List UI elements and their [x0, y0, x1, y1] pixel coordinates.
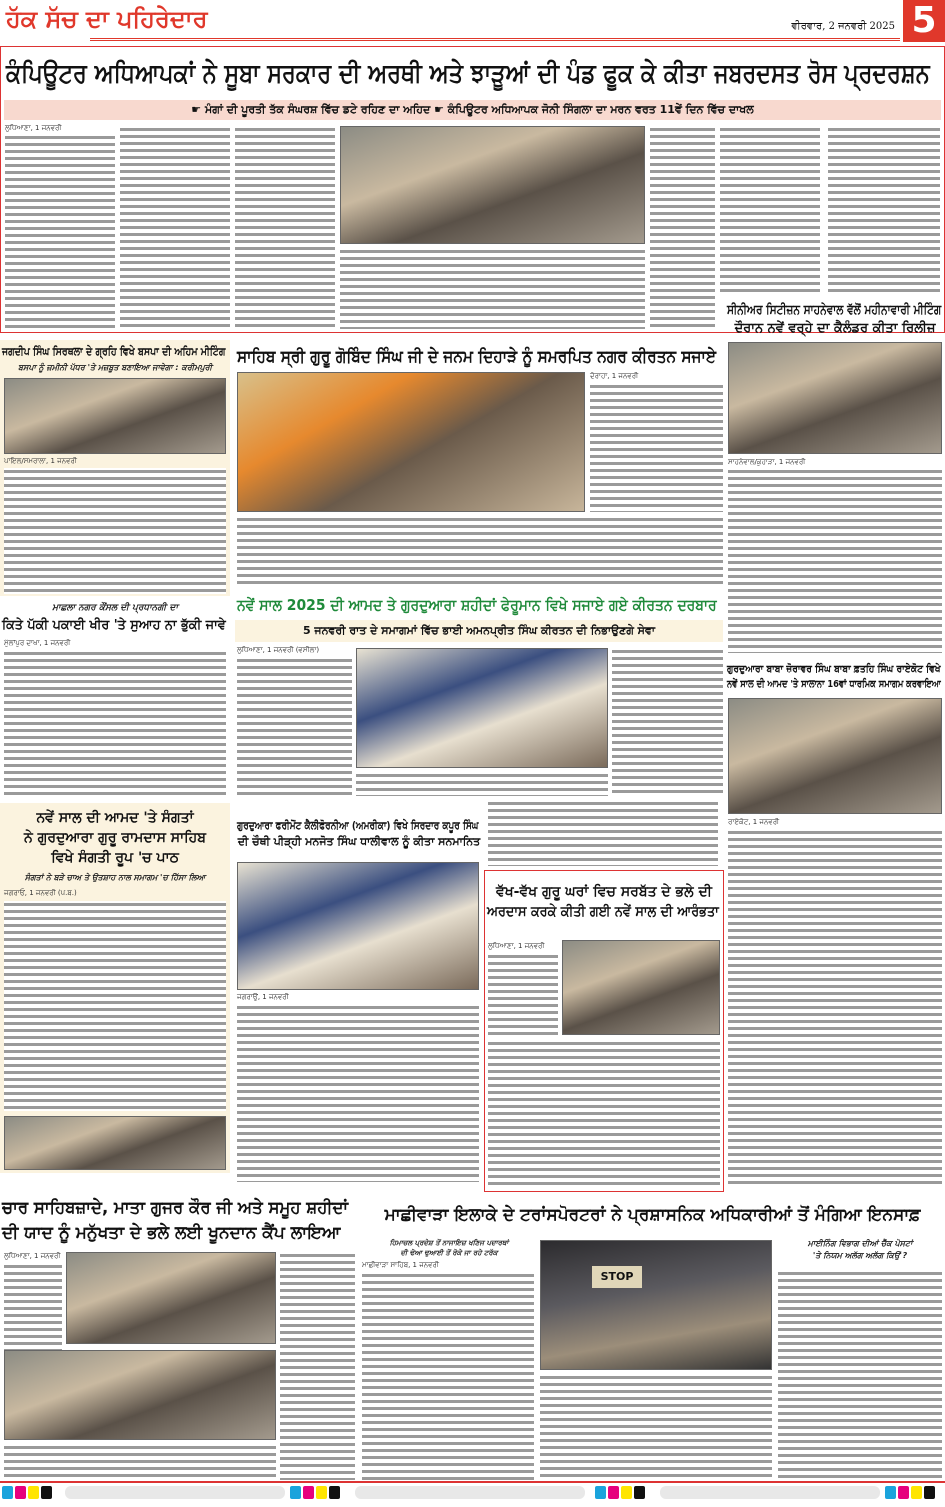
text-line: ਨਵੇਂ ਸਾਲ ਦੀ ਆਮਦ 'ਤੇ ਸਾਲਾਨਾ 16ਵਾਂ ਧਾਰਮਿਕ ਸਮਾਗਮ ਕਰਵਾਇਆ [727, 679, 941, 690]
nagar-kirtan-text-2 [237, 516, 723, 588]
blood-text-3 [280, 1252, 355, 1480]
text-line: ਜਗਦੀਪ ਸਿੰਘ ਸਿਰਥਲਾ ਦੇ ਗ੍ਰਹਿ ਵਿਖੇ ਬਸਪਾ ਦੀ ਅਹਿਮ ਮੀਟਿੰਗ [2, 345, 226, 358]
page-number: 5 [903, 0, 945, 42]
registration-cyan [885, 1486, 896, 1499]
senior-text [728, 468, 942, 653]
registration-black [329, 1486, 340, 1499]
registration-yellow [28, 1486, 39, 1499]
text-line: ਸੀਨੀਅਰ ਸਿਟੀਜ਼ਨ ਸਾਹਨੇਵਾਲ ਵੱਲੋਂ ਮਹੀਨਾਵਾਰੀ ਮੀਟਿੰਗ [727, 303, 942, 318]
transport-subhead-left [362, 1238, 536, 1258]
ramdas-headline [4, 808, 226, 868]
senior-headline [727, 302, 943, 338]
text-line: ਸਾਹਿਬ ਸ੍ਰੀ ਗੁਰੂ ਗੋਬਿੰਦ ਸਿੰਘ ਜੀ ਦੇ ਜਨਮ ਦਿਹਾੜੇ ਨੂੰ ਸਮਰਪਿਤ ਨਗਰ ਕੀਰਤਨ ਸਜਾਏ [237, 347, 717, 367]
fremont-photo [237, 862, 479, 990]
transport-photo [540, 1240, 772, 1370]
kirtan-darbar-caption [356, 772, 608, 796]
ramdas-dateline: ਜਗਰਾਓਂ, 1 ਜਨਵਰੀ (ਪ.ਬ.) [4, 889, 77, 897]
registration-yellow [316, 1486, 327, 1499]
kheer-dateline: ਮੁੱਲਾਂਪੁਰ ਦਾਖਾ, 1 ਜਨਵਰੀ [4, 639, 71, 647]
text-line: ਨਵੇਂ ਸਾਲ ਦੀ ਆਮਦ 'ਤੇ ਸੰਗਤਾਂ [36, 810, 194, 826]
registration-cyan [595, 1486, 606, 1499]
sarbat-dateline: ਲੁਧਿਆਣਾ, 1 ਜਨਵਰੀ [488, 942, 545, 950]
lead-text-col-2 [120, 126, 230, 329]
text-line: ਦੀ ਚੌਥੀ ਪੀੜ੍ਹੀ ਮਨਜੋਤ ਸਿੰਘ ਧਾਲੀਵਾਲ ਨੂੰ ਕੀਤਾ ਸਨਮਾਨਿਤ [237, 835, 481, 848]
ramdas-text [4, 901, 226, 1111]
issue-date [760, 20, 895, 33]
transport-dateline: ਮਾਛੀਵਾੜਾ ਸਾਹਿਬ, 1 ਜਨਵਰੀ [362, 1261, 439, 1269]
sarbat-text-2 [488, 1040, 720, 1188]
ramdas-subhead [2, 872, 228, 884]
kirtan-darbar-text-2 [612, 648, 723, 796]
transport-text-2 [540, 1374, 772, 1480]
text-line: ਕੰਪਿਊਟਰ ਅਧਿਆਪਕਾਂ ਨੇ ਸੂਬਾ ਸਰਕਾਰ ਦੀ ਅਰਥੀ ਅਤੇ ਝਾੜੂਆਂ ਦੀ ਪੰਡ ਫੂਕ ਕੇ ਕੀਤਾ ਜਬਰਦਸਤ ਰੋਸ ਪ੍ਰਦਰਸ਼ਨ [6, 59, 930, 89]
bsp-headline [2, 344, 228, 359]
registration-magenta [15, 1486, 26, 1499]
kirtan-darbar-text-1 [237, 657, 352, 795]
bsp-subhead [2, 362, 228, 374]
text-line: ਦੌਰਾਨ ਨਵੇਂ ਵਰ੍ਹੇ ਦਾ ਕੈਲੰਡਰ ਕੀਤਾ ਰਿਲੀਜ਼ [734, 321, 936, 336]
masthead-rule [90, 38, 900, 41]
transport-headline [362, 1204, 943, 1226]
blood-dateline: ਲੁਧਿਆਣਾ, 1 ਜਨਵਰੀ [4, 1252, 61, 1260]
text-line: ਗੁਰਦੁਆਰਾ ਬਾਬਾ ਜ਼ੋਰਾਵਰ ਸਿੰਘ ਬਾਬਾ ਫ਼ਤਹਿ ਸਿੰਘ ਰਾਏਕੋਟ ਵਿਖੇ [727, 664, 941, 675]
text-line: ਵਿਖੇ ਸੰਗਤੀ ਰੂਪ 'ਚ ਪਾਠ [51, 850, 179, 866]
lead-text-col-5 [650, 126, 715, 329]
nagar-kirtan-photo [237, 372, 585, 512]
text-line: ਸੰਗਤਾਂ ਨੇ ਬੜੇ ਚਾਅ ਤੇ ਉਤਸ਼ਾਹ ਨਾਲ ਸਮਾਗਮ 'ਚ ਹਿੱਸਾ ਲਿਆ [24, 873, 206, 882]
text-line: ਹਿਮਾਚਲ ਪ੍ਰਦੇਸ਼ ਤੋਂ ਨਾਜਾਇਜ਼ ਖਣਿਜ ਪਦਾਰਥਾਂ [389, 1239, 509, 1247]
senior-photo [728, 342, 942, 454]
kirtan-darbar-dateline: ਲੁਧਿਆਣਾ, 1 ਜਨਵਰੀ (ਵਸੀਲਾ) [237, 646, 320, 654]
transport-subhead-right [776, 1238, 944, 1262]
text-line: ਗੁਰਦੁਆਰਾ ਫਰੀਮੋਂਟ ਕੈਲੀਫੋਰਨੀਆ (ਅਮਰੀਕਾ) ਵਿਖੇ ਸਿਰਦਾਰ ਕਪੂਰ ਸਿੰਘ [237, 819, 479, 832]
blood-photo-2 [4, 1350, 276, 1440]
sarbat-text-1 [488, 953, 558, 1038]
fremont-dateline: ਜਗਰਾਉਂ, 1 ਜਨਵਰੀ [237, 993, 289, 1001]
registration-magenta [608, 1486, 619, 1499]
kheer-kicker [2, 602, 228, 614]
blood-headline [2, 1196, 352, 1246]
lead-text-col-3 [235, 126, 335, 329]
lead-text-col-1 [5, 134, 115, 329]
zorawar-photo [728, 698, 942, 814]
lead-dateline: ਲੁਧਿਆਣਾ, 1 ਜਨਵਰੀ [5, 124, 62, 132]
registration-black [41, 1486, 52, 1499]
text-line: ਵੱਖ-ਵੱਖ ਗੁਰੂ ਘਰਾਂ ਵਿਚ ਸਰਬੱਤ ਦੇ ਭਲੇ ਦੀ [496, 884, 712, 900]
masthead-logo [6, 4, 276, 34]
text-line: ਮਾਈਨਿੰਗ ਵਿਭਾਗ ਦੀਆਂ ਚੈੱਕ ਪੋਸਟਾਂ [807, 1239, 913, 1248]
text-line: ☛ ਮੰਗਾਂ ਦੀ ਪੂਰਤੀ ਤੱਕ ਸੰਘਰਸ਼ ਵਿੱਚ ਡਟੇ ਰਹਿਣ ਦਾ ਅਹਿਦ ☛ ਕੰਪਿਊਟਰ ਅਧਿਆਪਕ ਜੋਨੀ ਸਿੰਗਲਾ ਦਾ ਮਰਨ ਵਰਤ 11ਵੇਂ ਦਿਨ ਵਿੱਚ ਦਾਖਲ [191, 103, 754, 116]
blood-text-1 [4, 1263, 62, 1350]
nagar-kirtan-dateline: ਦੋਰਾਹਾ, 1 ਜਨਵਰੀ [590, 372, 639, 380]
registration-magenta [303, 1486, 314, 1499]
lead-headline [6, 58, 939, 90]
footer-bar-3 [660, 1486, 880, 1499]
registration-yellow [911, 1486, 922, 1499]
kheer-headline [2, 617, 228, 634]
text-line: ਚਾਰ ਸਾਹਿਬਜ਼ਾਦੇ, ਮਾਤਾ ਗੁਜਰ ਕੌਰ ਜੀ ਅਤੇ ਸਮੂਹ ਸ਼ਹੀਦਾਂ [2, 1198, 349, 1218]
zorawar-dateline: ਰਾਏਕੋਟ, 1 ਜਨਵਰੀ [728, 818, 780, 826]
lead-text-col-6 [720, 126, 820, 294]
registration-yellow [621, 1486, 632, 1499]
sarbat-headline [487, 882, 721, 922]
lead-text-col-4 [340, 248, 645, 329]
sarbat-photo [562, 940, 720, 1035]
text-line: ਮਾਛੀਵਾੜਾ ਇਲਾਕੇ ਦੇ ਟਰਾਂਸਪੋਰਟਰਾਂ ਨੇ ਪ੍ਰਸ਼ਾਸਨਿਕ ਅਧਿਕਾਰੀਆਂ ਤੋਂ ਮੰਗਿਆ ਇਨਸਾਫ਼ [384, 1205, 921, 1225]
kirtan-darbar-headline [237, 595, 721, 615]
fremont-text [237, 1004, 479, 1182]
transport-text-3 [778, 1270, 942, 1480]
ramdas-photo [4, 1116, 226, 1170]
transport-photo-stop-sign: STOP [592, 1266, 642, 1288]
footer-bar-1 [65, 1486, 285, 1499]
footer-bar-2 [355, 1486, 585, 1499]
text-line: ਦੀ ਯਾਦ ਨੂੰ ਮਨੁੱਖਤਾ ਦੇ ਭਲੇ ਲਈ ਖੂਨਦਾਨ ਕੈਂਪ ਲਾਇਆ [2, 1223, 341, 1243]
lead-photo-protest [340, 126, 645, 244]
text-line: ਨੇ ਗੁਰਦੁਆਰਾ ਗੁਰੂ ਰਾਮਦਾਸ ਸਾਹਿਬ [24, 830, 206, 846]
blood-photo-1 [66, 1252, 276, 1344]
text-line: 'ਤੇ ਨਿਯਮ ਅਲੱਗ ਅਲੱਗ ਕਿਉਂ ? [812, 1251, 908, 1260]
nagar-kirtan-headline [237, 346, 721, 368]
fremont-text-top [488, 800, 718, 866]
text-line: ਨਵੇਂ ਸਾਲ 2025 ਦੀ ਆਮਦ ਤੇ ਗੁਰਦੁਆਰਾ ਸ਼ਹੀਦਾਂ ਫੇਰੂਮਾਨ ਵਿਖੇ ਸਜਾਏ ਗਏ ਕੀਰਤਨ ਦਰਬਾਰ [237, 596, 717, 614]
registration-black [634, 1486, 645, 1499]
text-line: ਬਸਪਾ ਨੂੰ ਜ਼ਮੀਨੀ ਪੱਧਰ 'ਤੇ ਮਜ਼ਬੂਤ ਬਣਾਇਆ ਜਾਵੇਗਾ : ਕਰੀਮਪੁਰੀ [18, 363, 212, 372]
zorawar-headline [727, 662, 943, 692]
zorawar-text [728, 829, 942, 1188]
registration-cyan [2, 1486, 13, 1499]
transport-text-1 [362, 1272, 534, 1480]
senior-dateline: ਸਾਹਨੇਵਾਲ/ਕੁਹਾੜਾ, 1 ਜਨਵਰੀ [728, 458, 806, 466]
registration-magenta [898, 1486, 909, 1499]
text-line: ਮਾਛਲਾ ਨਗਰ ਕੌਂਸਲ ਦੀ ਪ੍ਰਧਾਨਗੀ ਦਾ [52, 603, 178, 613]
registration-black [924, 1486, 935, 1499]
kheer-text [4, 650, 226, 798]
text-line: ਹੱਕ ਸੱਚ ਦਾ ਪਹਿਰੇਦਾਰ [6, 5, 208, 33]
text-line: 5 ਜਨਵਰੀ ਰਾਤ ਦੇ ਸਮਾਗਮਾਂ ਵਿੱਚ ਭਾਈ ਅਮਨਪ੍ਰੀਤ ਸਿੰਘ ਕੀਰਤਨ ਦੀ ਨਿਭਾਉਣਗੇ ਸੇਵਾ [302, 624, 656, 637]
text-line: ਅਰਦਾਸ ਕਰਕੇ ਕੀਤੀ ਗਈ ਨਵੇਂ ਸਾਲ ਦੀ ਆਰੰਭਤਾ [487, 904, 719, 920]
lead-subhead [4, 100, 941, 120]
bsp-text [4, 468, 226, 594]
text-line: ਦੀ ਢੋਆ ਢੁਆਈ ਤੋਂ ਰੋਕੇ ਜਾ ਰਹੇ ਟਰੱਕ [400, 1249, 498, 1257]
fremont-headline [237, 818, 481, 850]
registration-cyan [290, 1486, 301, 1499]
bsp-photo [4, 378, 226, 454]
blood-text-2 [4, 1444, 276, 1480]
bsp-dateline: ਪਾਇਲ/ਸਮਰਾਲਾ, 1 ਜਨਵਰੀ [4, 457, 77, 465]
kirtan-darbar-photo [356, 648, 608, 768]
text-line: ਵੀਰਵਾਰ, 2 ਜਨਵਰੀ 2025 [791, 21, 895, 32]
footer-rule [0, 1481, 945, 1483]
lead-text-col-7 [828, 126, 940, 294]
text-line: ਕਿਤੇ ਪੱਕੀ ਪਕਾਈ ਖੀਰ 'ਤੇ ਸੁਆਹ ਨਾ ਭੁੱਕੀ ਜਾਵੇ [2, 618, 226, 633]
nagar-kirtan-text-1 [590, 383, 723, 512]
kirtan-darbar-subhead [235, 620, 723, 642]
